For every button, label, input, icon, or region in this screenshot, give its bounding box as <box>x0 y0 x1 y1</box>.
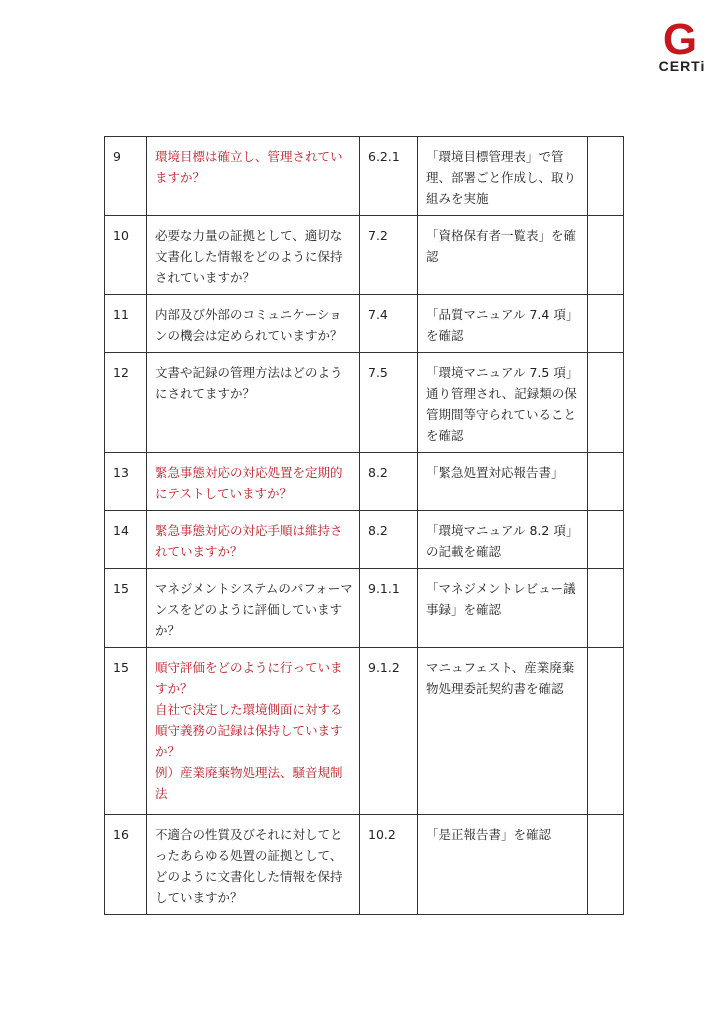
table-row <box>105 511 624 569</box>
evidence-cell: 「品質マニュアル 7.4 項」を確認 <box>418 295 588 353</box>
question-cell: 環境目標は確立し、管理されていますか？ <box>147 137 360 216</box>
table-row <box>105 353 624 453</box>
check-cell <box>588 353 624 453</box>
row-number: 16 <box>105 815 147 915</box>
check-cell <box>588 137 624 216</box>
table-row <box>105 453 624 511</box>
clause-cell: 7.5 <box>360 353 418 453</box>
question-cell: 必要な力量の証拠として、適切な文書化した情報をどのように保持されていますか？ <box>147 216 360 295</box>
row-number: 15 <box>105 569 147 648</box>
table-row <box>105 216 624 295</box>
table-row <box>105 815 624 915</box>
question-cell: 内部及び外部のコミュニケーションの機会は定められていますか？ <box>147 295 360 353</box>
clause-cell: 7.2 <box>360 216 418 295</box>
clause-cell: 9.1.1 <box>360 569 418 648</box>
row-number: 10 <box>105 216 147 295</box>
check-cell <box>588 569 624 648</box>
evidence-cell: 「環境マニュアル 8.2 項」の記載を確認 <box>418 511 588 569</box>
clause-cell: 6.2.1 <box>360 137 418 216</box>
clause-cell: 8.2 <box>360 511 418 569</box>
question-cell: 緊急事態対応の対応処置を定期的にテストしていますか？ <box>147 453 360 511</box>
evidence-cell: 「環境マニュアル 7.5 項」通り管理され、記録類の保管期間等守られていることを確認 <box>418 353 588 453</box>
evidence-cell: マニュフェスト、産業廃棄物処理委託契約書を確認 <box>418 648 588 815</box>
table-row <box>105 295 624 353</box>
row-number: 13 <box>105 453 147 511</box>
question-cell: 文書や記録の管理方法はどのようにされてますか？ <box>147 353 360 453</box>
table-row <box>105 648 624 815</box>
check-cell <box>588 511 624 569</box>
table-row <box>105 137 624 216</box>
row-number: 9 <box>105 137 147 216</box>
check-cell <box>588 295 624 353</box>
evidence-cell: 「資格保有者一覧表」を確認 <box>418 216 588 295</box>
evidence-cell: 「是正報告書」を確認 <box>418 815 588 915</box>
table-row <box>105 569 624 648</box>
check-cell <box>588 216 624 295</box>
row-number: 15 <box>105 648 147 815</box>
question-cell: マネジメントシステムのパフォーマンスをどのように評価していますか？ <box>147 569 360 648</box>
question-cell: 不適合の性質及びそれに対してとったあらゆる処置の証拠として、どのように文書化した情報を保持していますか？ <box>147 815 360 915</box>
evidence-cell: 「環境目標管理表」で管理、部署ごと作成し、取り組みを実施 <box>418 137 588 216</box>
check-cell <box>588 453 624 511</box>
question-cell: 緊急事態対応の対応手順は維持されていますか？ <box>147 511 360 569</box>
clause-cell: 8.2 <box>360 453 418 511</box>
clause-cell: 10.2 <box>360 815 418 915</box>
evidence-cell: 「緊急処置対応報告書」 <box>418 453 588 511</box>
row-number: 11 <box>105 295 147 353</box>
logo-wordmark: CERTi <box>658 58 706 74</box>
clause-cell: 9.1.2 <box>360 648 418 815</box>
check-cell <box>588 648 624 815</box>
evidence-cell: 「マネジメントレビュー議事録」を確認 <box>418 569 588 648</box>
logo-g-icon: G <box>662 15 698 64</box>
audit-checklist-table <box>104 136 624 915</box>
certi-logo <box>654 15 710 78</box>
check-cell <box>588 815 624 915</box>
question-cell: 順守評価をどのように行っていますか？ 自社で決定した環境側面に対する順守義務の記録は保持していますか？ 例）産業廃棄物処理法、騒音規制法 <box>147 648 360 815</box>
row-number: 14 <box>105 511 147 569</box>
clause-cell: 7.4 <box>360 295 418 353</box>
row-number: 12 <box>105 353 147 453</box>
